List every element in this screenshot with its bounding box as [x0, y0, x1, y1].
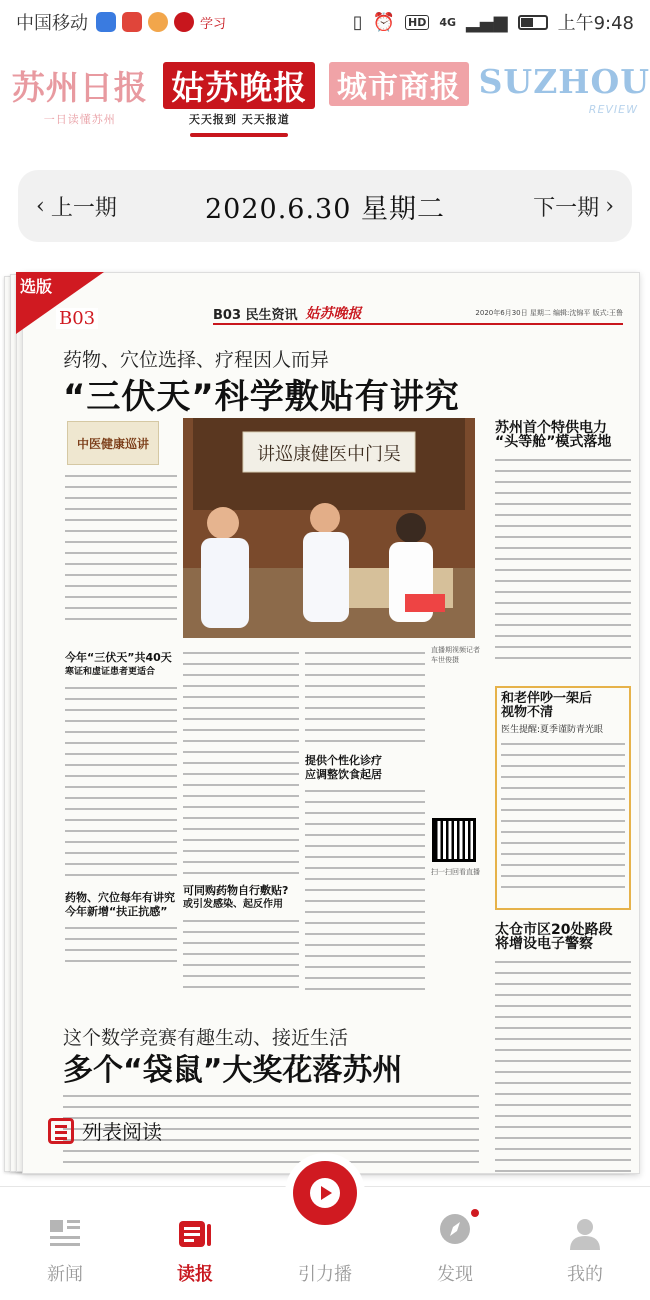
photo-illustration: [183, 418, 475, 638]
col1-heading3: 药物、穴位每年有讲究: [65, 891, 175, 904]
page-header: [213, 303, 623, 325]
col1-heading2: 寒证和虚证患者更适合: [65, 667, 156, 677]
page-meta: 2020年6月30日 星期二 编辑:沈锦平 版式:王鲁: [475, 309, 623, 317]
battery-icon: [518, 15, 548, 30]
right-heading1: 苏州首个特供电力: [495, 420, 607, 436]
article-text-block: [65, 471, 177, 621]
page-section: B03 民生资讯: [213, 307, 298, 323]
col3-heading1: 提供个性化诊疗: [305, 754, 382, 767]
col3: [305, 648, 425, 996]
text-lines: [65, 471, 177, 621]
newspaper-page[interactable]: [22, 272, 640, 1174]
right-heading2: “头等舱”模式落地: [495, 434, 612, 450]
paper-logo: 姑苏晚报: [163, 62, 315, 109]
list-read-button[interactable]: [48, 1116, 162, 1145]
photo-caption: 直播期视频记者 车世俊摄: [431, 646, 480, 664]
compass-icon: [437, 1211, 473, 1247]
lower-article-kicker: 这个数学竞赛有趣生动、接近生活: [63, 1027, 349, 1049]
right-col: [495, 421, 631, 665]
alarm-icon: ⏰: [372, 11, 396, 33]
article-kicker: 药物、穴位选择、疗程因人而异: [63, 349, 330, 371]
right-heading4: 将增设电子警察: [495, 936, 593, 952]
prev-issue-label: 上一期: [50, 195, 117, 221]
paper-suzhou-daily[interactable]: [0, 62, 160, 148]
col2: [183, 648, 299, 996]
col2-heading1: 可同购药物自行敷贴?: [183, 884, 289, 897]
text-lines: [495, 957, 631, 1174]
right-heading3: 太仓市区20处路段: [495, 922, 613, 938]
person-icon: [567, 1216, 603, 1252]
shield-app-icon: [96, 12, 116, 32]
col1: [65, 651, 177, 963]
boxed-subheading: 医生提醒:夏季谨防青光眼: [501, 725, 604, 735]
next-issue-button[interactable]: [533, 191, 614, 222]
tab-label: 引力播: [298, 1264, 352, 1285]
select-page-ribbon[interactable]: [16, 272, 104, 334]
chevron-left-icon: ‹: [36, 193, 45, 219]
paper-city-commerce[interactable]: [319, 62, 479, 148]
text-lines: [495, 455, 631, 665]
tab-live[interactable]: [260, 1187, 390, 1300]
lower-article-headline: 多个“袋鼠”大奖花落苏州: [63, 1053, 403, 1088]
text-lines: [305, 786, 425, 996]
paper-tagline: REVIEW: [588, 103, 638, 116]
chevron-right-icon: ›: [605, 193, 614, 219]
date-navigation: [18, 170, 632, 242]
text-lines: [183, 648, 299, 878]
tab-label: 新闻: [47, 1264, 83, 1285]
page-number: B03: [56, 308, 98, 329]
tab-news[interactable]: [0, 1187, 130, 1300]
text-lines: [65, 923, 177, 963]
weibo-app-icon: [122, 12, 142, 32]
app-notification-icon: 学习: [200, 16, 227, 32]
qr-code[interactable]: [432, 818, 476, 862]
signal-icon: ▂▄▆: [466, 11, 508, 33]
tab-mine[interactable]: [520, 1187, 650, 1300]
hd-badge: HD: [405, 15, 429, 30]
news-app-icon: [174, 12, 194, 32]
page-brand: 姑苏晚报: [305, 306, 362, 322]
vibrate-icon: ▯: [352, 11, 363, 33]
tab-label: 读报: [177, 1264, 213, 1285]
news-icon: [47, 1216, 83, 1252]
boxed-heading1: 和老伴吵一架后: [501, 691, 593, 706]
notification-dot: [471, 1209, 479, 1217]
tab-label: 发现: [437, 1264, 473, 1285]
highlighted-article[interactable]: [495, 686, 631, 910]
play-icon: [289, 1157, 361, 1229]
paper-logo: 城市商报: [329, 62, 469, 106]
paper-tagline: 天天报到 天天报道: [188, 113, 290, 126]
carrier-label: 中国移动: [16, 13, 88, 34]
article-headline: “三伏天”科学敷贴有讲究: [63, 377, 460, 417]
list-icon: [48, 1118, 74, 1144]
paper-gusu-evening[interactable]: [160, 62, 320, 148]
text-lines: [65, 683, 177, 883]
right-col-lower: [495, 923, 631, 1174]
status-bar: [0, 0, 650, 44]
bottom-tab-bar: [0, 1186, 650, 1300]
paper-switcher: [0, 62, 650, 148]
clock: 上午9:48: [557, 13, 634, 34]
issue-date[interactable]: 2020.6.30 星期二: [205, 193, 445, 225]
list-read-label: 列表阅读: [82, 1120, 162, 1144]
ribbon-label: 选版: [20, 277, 53, 296]
col1-heading1: 今年“三伏天”共40天: [65, 651, 172, 664]
boxed-heading2: 视物不清: [501, 705, 554, 720]
tab-read-paper[interactable]: [130, 1187, 260, 1300]
tab-label: 我的: [567, 1264, 603, 1285]
col3-heading2: 应调整饮食起居: [305, 768, 382, 781]
article-photo: [183, 418, 475, 638]
paper-tagline: 一日读懂苏州: [43, 113, 116, 126]
next-issue-label: 下一期: [533, 195, 600, 221]
qr-caption: 扫一扫回看直播: [431, 868, 480, 876]
paper-logo: SUZHOU: [478, 62, 650, 101]
text-lines: [305, 648, 425, 748]
col2-heading2: 或引发感染、起反作用: [183, 899, 283, 910]
paper-logo: 苏州日报: [11, 68, 148, 107]
col1-heading4: 今年新增“扶正抗感”: [65, 905, 168, 918]
health-lecture-logo: 中医健康巡讲: [67, 421, 159, 465]
text-lines: [183, 916, 299, 996]
photo-app-icon: [148, 12, 168, 32]
prev-issue-button[interactable]: [36, 191, 117, 222]
paper-suzhou-review[interactable]: [479, 62, 650, 148]
network-type: 4G: [439, 15, 457, 29]
read-paper-icon: [177, 1216, 213, 1252]
text-lines: [501, 739, 625, 889]
tab-discover[interactable]: [390, 1187, 520, 1300]
sign-text: 讲巡康健医中门吴: [257, 444, 401, 465]
active-indicator: [190, 133, 288, 137]
